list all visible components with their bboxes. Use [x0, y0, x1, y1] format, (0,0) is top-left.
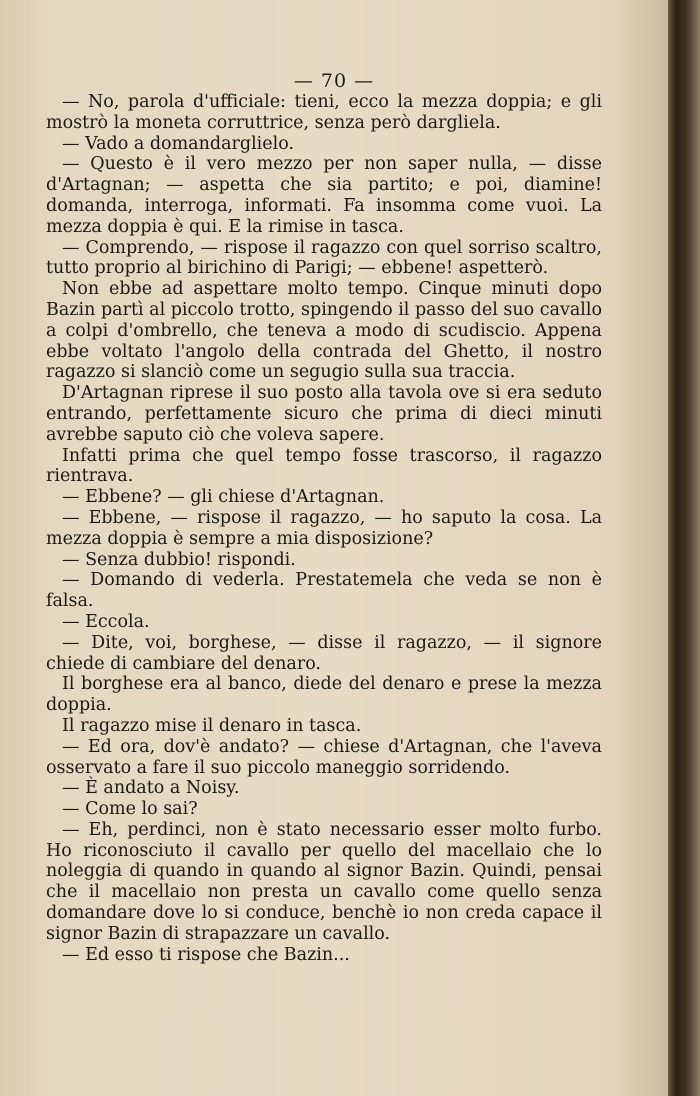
paragraph-1: — No, parola d'ufficiale: tieni, ecco la mezza doppia; e gli mostrò la moneta corruttrice, senza però dargliela. — [46, 92, 602, 133]
page-number: — 70 — — [293, 70, 375, 92]
paragraph-16: — Ed ora, dov'è andato? — chiese d'Artagnan, che l'aveva osservato a fare il suo piccolo maneggio sorridendo. — [46, 736, 602, 778]
paragraph-2: — Vado a domandarglielo. — [62, 133, 295, 154]
paragraph-7: Infatti prima che quel tempo fosse trascorso, il ragazzo rientrava. — [46, 445, 602, 487]
paragraph-3: — Questo è il vero mezzo per non saper nulla, — disse d'Artagnan; — aspetta che sia partito; e poi, diamine! domanda, interroga, informati. Fa insomma come vuoi. La mezza doppia è qui. E la rimise in tasca. — [46, 154, 602, 237]
paragraph-8: — Ebbene? — gli chiese d'Artagnan. — [62, 487, 385, 508]
paragraph-14: Il borghese era al banco, diede del denaro e prese la mezza doppia. — [46, 674, 602, 716]
paragraph-9: — Ebbene, — rispose il ragazzo, — ho saputo la cosa. La mezza doppia è sempre a mia disposizione? — [46, 507, 602, 549]
paragraph-12: — Eccola. — [62, 611, 150, 632]
paragraph-10: — Senza dubbio! rispondi. — [62, 549, 296, 570]
paragraph-18: — Come lo sai? — [62, 799, 198, 820]
paragraph-13: — Dite, voi, borghese, — disse il ragazzo, — il signore chiede di cambiare del denaro. — [46, 632, 602, 674]
paragraph-5: Non ebbe ad aspettare molto tempo. Cinque minuti dopo Bazin partì al piccolo trotto, spingendo il passo del suo cavallo a colpi d'ombrello, che teneva a modo di scudiscio. Appena ebbe voltato l'angolo della contrada del Ghetto, il nostro ragazzo si slanciò come un segugio sulla sua traccia. — [46, 279, 603, 383]
paragraph-19: — Eh, perdinci, non è stato necessario esser molto furbo. Ho riconosciuto il cavallo per quello del macellaio che lo noleggia di quando in quando al signor Bazin. Quindi, pensai che il macellaio non presta un cavallo come quello senza domandare dove lo si conduce, benchè io non creda capace il signor Bazin di strapazzare un cavallo. — [46, 819, 602, 944]
paragraph-20: — Ed esso ti rispose che Bazin... — [62, 944, 350, 965]
paragraph-17: — È andato a Noisy. — [62, 778, 240, 799]
paragraph-11: — Domando di vederla. Prestatemela che veda se non è falsa. — [46, 570, 602, 612]
paragraph-6: D'Artagnan riprese il suo posto alla tavola ove si era seduto entrando, perfettamente sicuro che prima di dieci minuti avrebbe saputo ciò che voleva sapere. — [46, 383, 602, 445]
book-spine-shadow — [668, 0, 700, 1096]
paragraph-4: — Comprendo, — rispose il ragazzo con quel sorriso scaltro, tutto proprio al birichino di Parigi; — ebbene! aspetterò. — [46, 237, 602, 279]
page-text — [46, 92, 602, 965]
paragraph-15: Il ragazzo mise il denaro in tasca. — [62, 715, 362, 736]
